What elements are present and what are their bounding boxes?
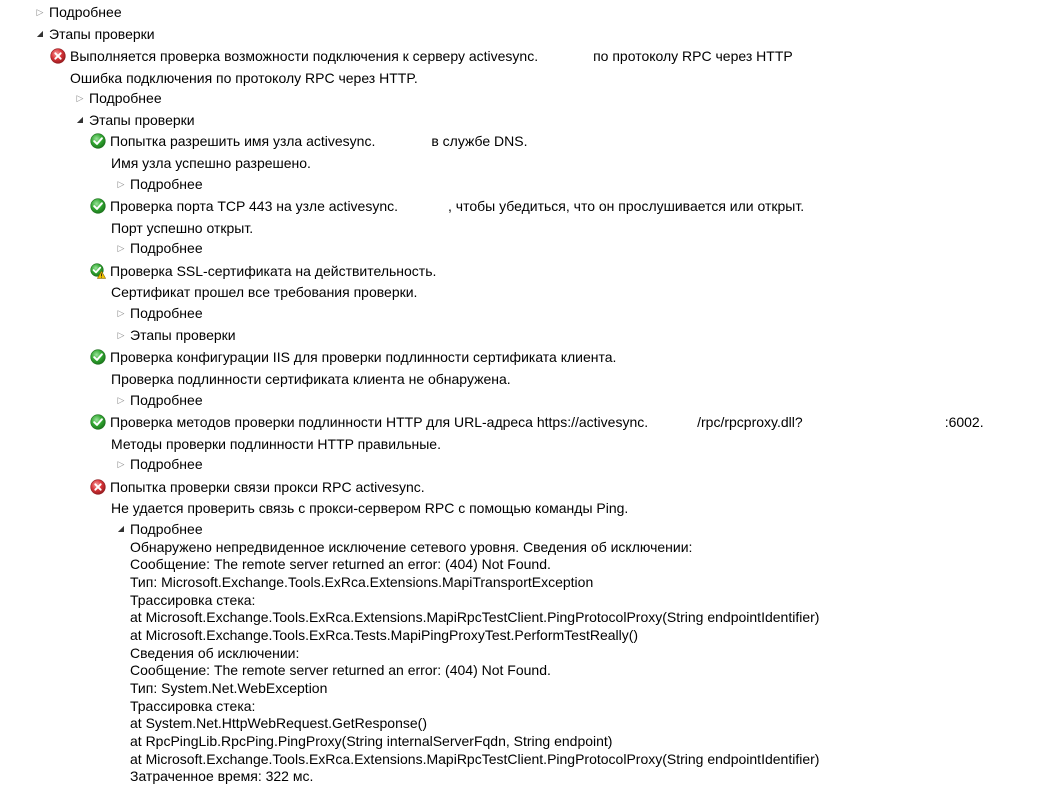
step-title-part1: Проверка порта TCP 443 на узле activesync.	[110, 198, 399, 214]
step-iis-title	[90, 348, 616, 366]
details-label: Подробнее	[130, 392, 203, 408]
details-label: Подробнее	[130, 456, 203, 472]
step-title-part1: Попытка проверки связи прокси RPC activesync.	[110, 479, 425, 495]
step-dns-result	[111, 154, 311, 172]
warning-icon	[90, 263, 106, 279]
details-label: Подробнее	[130, 521, 203, 537]
chevron-right-icon: ▷	[117, 243, 125, 253]
details-line: at Microsoft.Exchange.Tools.ExRca.Tests.MapiPingProxyTest.PerformTestReally()	[130, 627, 639, 643]
main-test-details-toggle[interactable]	[73, 89, 162, 107]
chevron-right-icon: ▷	[76, 93, 84, 103]
step-tcp-result	[111, 219, 253, 237]
step-ssl-details-toggle[interactable]	[114, 304, 203, 322]
details-label: Подробнее	[89, 90, 162, 106]
details-line: Сообщение: The remote server returned an error: (404) Not Found.	[130, 556, 551, 572]
step-title-part2: , чтобы убедиться, что он прослушивается или открыт.	[448, 198, 805, 214]
step-title-part2: в службе DNS.	[431, 133, 528, 149]
details-line: at RpcPingLib.RpcPing.PingProxy(String internalServerFqdn, String endpoint)	[130, 733, 613, 749]
step-rpc-ping-title	[90, 478, 425, 496]
error-icon	[90, 479, 106, 495]
chevron-right-icon: ▷	[117, 395, 125, 405]
step-result-text: Имя узла успешно разрешено.	[111, 155, 311, 171]
step-result-text: Порт успешно открыт.	[111, 220, 254, 236]
step-title-part2: /rpc/rpcproxy.dll?	[697, 414, 803, 430]
details-line: Тип: System.Net.WebException	[130, 680, 328, 696]
step-rpc-ping-result	[111, 499, 628, 517]
chevron-down-icon: ◢	[76, 115, 84, 124]
details-label: Подробнее	[130, 176, 203, 192]
main-test-result	[70, 69, 418, 87]
main-test-title	[50, 47, 793, 65]
step-tcp-details-toggle[interactable]	[114, 239, 203, 257]
error-icon	[50, 48, 66, 64]
steps-label: Этапы проверки	[89, 112, 195, 128]
details-line: Затраченное время: 322 мс.	[130, 768, 314, 784]
details-line: at System.Net.HttpWebRequest.GetResponse()	[130, 715, 427, 731]
step-rpc-ping-details-toggle[interactable]	[114, 520, 203, 538]
success-icon	[90, 414, 106, 430]
details-line: Трассировка стека:	[130, 698, 256, 714]
steps-label: Этапы проверки	[130, 327, 236, 343]
chevron-right-icon: ▷	[117, 459, 125, 469]
step-ssl-steps-toggle[interactable]	[114, 326, 236, 344]
step-title-part1: Проверка конфигурации IIS для проверки подлинности сертификата клиента.	[110, 349, 617, 365]
step-tcp-title	[90, 197, 804, 215]
step-ssl-title	[90, 262, 436, 280]
step-title-part1: Проверка методов проверки подлинности HTTP для URL-адреса https://activesync.	[110, 414, 649, 430]
chevron-down-icon: ◢	[117, 524, 125, 533]
step-ssl-result	[111, 283, 417, 301]
details-label: Подробнее	[130, 240, 203, 256]
step-result-text: Не удается проверить связь с прокси-сервером RPC с помощью команды Ping.	[111, 500, 629, 516]
main-test-title-part1: Выполняется проверка возможности подключения к серверу activesync.	[70, 48, 539, 64]
step-title-part3: :6002.	[944, 414, 984, 430]
step-http-auth-title	[90, 413, 984, 431]
step-title-part1: Проверка SSL-сертификата на действительность.	[110, 263, 437, 279]
steps-toggle-top[interactable]	[33, 25, 155, 43]
step-result-text: Методы проверки подлинности HTTP правильные.	[111, 436, 441, 452]
chevron-right-icon: ▷	[117, 330, 125, 340]
details-line: at Microsoft.Exchange.Tools.ExRca.Extensions.MapiRpcTestClient.PingProtocolProxy(String endpointIdentifier)	[130, 609, 820, 625]
step-iis-details-toggle[interactable]	[114, 391, 203, 409]
step-dns-title	[90, 132, 528, 150]
success-icon	[90, 349, 106, 365]
step-http-auth-details-toggle[interactable]	[114, 455, 203, 473]
main-test-title-part2: по протоколу RPC через HTTP	[593, 48, 793, 64]
step-iis-result	[111, 370, 511, 388]
chevron-down-icon: ◢	[36, 29, 44, 38]
details-label: Подробнее	[49, 4, 122, 20]
details-line: Сообщение: The remote server returned an error: (404) Not Found.	[130, 662, 551, 678]
success-icon	[90, 198, 106, 214]
step-dns-details-toggle[interactable]	[114, 175, 203, 193]
details-line: Тип: Microsoft.Exchange.Tools.ExRca.Extensions.MapiTransportException	[130, 574, 594, 590]
step-result-text: Сертификат прошел все требования проверки.	[111, 284, 418, 300]
details-line: at Microsoft.Exchange.Tools.ExRca.Extensions.MapiRpcTestClient.PingProtocolProxy(String endpointIdentifier)	[130, 751, 820, 767]
step-title-part1: Попытка разрешить имя узла activesync.	[110, 133, 376, 149]
chevron-right-icon: ▷	[117, 308, 125, 318]
steps-label: Этапы проверки	[49, 26, 155, 42]
step-http-auth-result	[111, 435, 441, 453]
details-label: Подробнее	[130, 305, 203, 321]
details-line: Трассировка стека:	[130, 592, 256, 608]
chevron-right-icon: ▷	[117, 179, 125, 189]
details-toggle-top[interactable]	[33, 3, 122, 21]
main-test-steps-toggle[interactable]	[73, 111, 195, 129]
main-test-result-text: Ошибка подключения по протоколу RPC через HTTP.	[70, 70, 418, 86]
success-icon	[90, 133, 106, 149]
chevron-right-icon: ▷	[36, 7, 44, 17]
details-line: Обнаружено непредвиденное исключение сетевого уровня. Сведения об исключении:	[130, 539, 693, 555]
step-result-text: Проверка подлинности сертификата клиента не обнаружена.	[111, 371, 511, 387]
details-line: Сведения об исключении:	[130, 645, 300, 661]
